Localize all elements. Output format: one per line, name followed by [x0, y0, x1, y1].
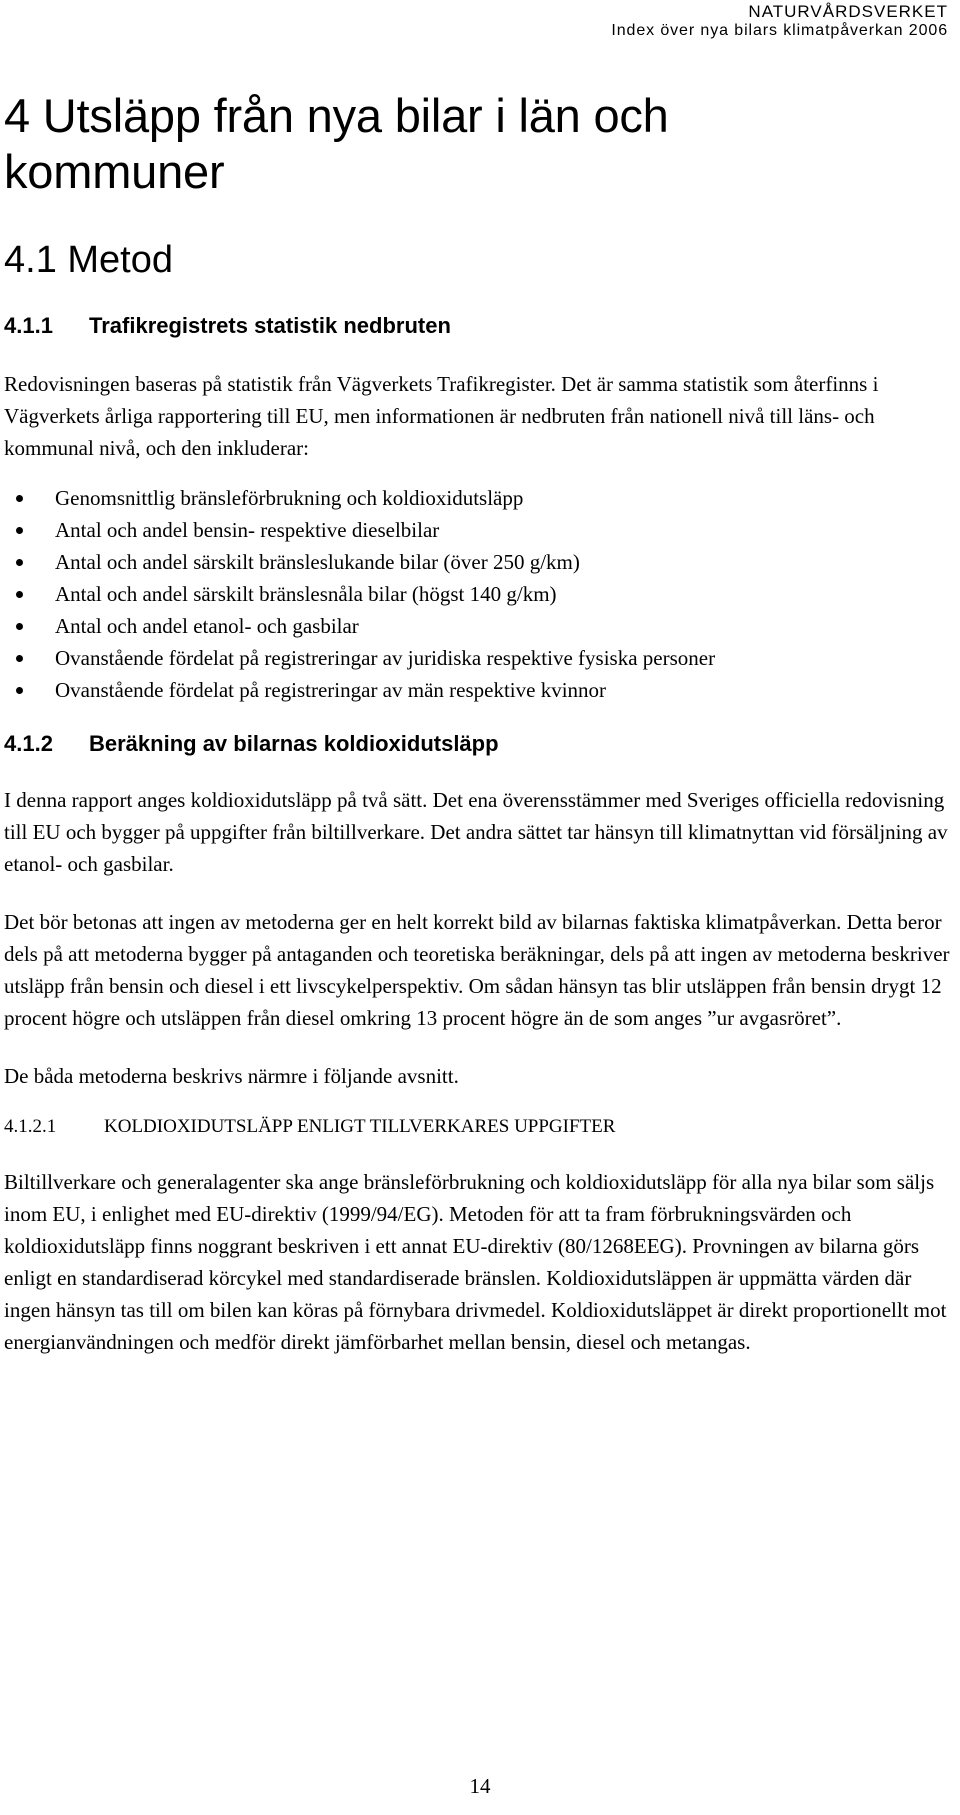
bullet-icon: [16, 527, 23, 534]
list-item-text: Genomsnittlig bränsleförbrukning och koldioxidutsläpp: [55, 486, 524, 510]
list-item-text: Antal och andel etanol- och gasbilar: [55, 614, 359, 638]
header-organization: NATURVÅRDSVERKET: [748, 2, 948, 21]
section-heading-4-1: 4.1 Metod: [4, 239, 173, 281]
section-title: Beräkning av bilarnas koldioxidutsläpp: [89, 731, 499, 756]
running-header: [611, 0, 948, 41]
list-item: [4, 514, 956, 546]
paragraph-intro: Redovisningen baseras på statistik från Vägverkets Trafikregister. Det är samma statistik som återfinns i Vägverkets årliga rapportering till EU, men informationen är nedbruten från nationell nivå till läns- och kommunal nivå, och den inkluderar:: [4, 372, 879, 460]
bullet-icon: [16, 559, 23, 566]
bullet-icon: [16, 655, 23, 662]
section-number: 4.1.2.1: [4, 1116, 57, 1137]
paragraph-manufacturer-data: Biltillverkare och generalagenter ska ange bränsleförbrukning och koldioxidutsläpp för alla nya bilar som säljs inom EU, i enlighet med EU-direktiv (1999/94/EG). Metoden för att ta fram förbrukningsvärden och koldioxidutsläpp finns noggrant beskriven i ett annat EU-direktiv (80/1268EEG). Provningen av bilarna görs enligt en standardiserad körcykel med standardiserade bränslen. Koldioxidutsläppen är uppmätta värden där ingen hänsyn tas till om bilen kan köras på förnybara drivmedel. Koldioxidutsläppet är direkt proportionellt mot energianvändningen och medför direkt jämförbarhet mellan bensin, diesel och metangas.: [4, 1170, 947, 1354]
paragraph-method-limitations: Det bör betonas att ingen av metoderna ger en helt korrekt bild av bilarnas faktiska klimatpåverkan. Detta beror dels på att metoderna bygger på antaganden och teoretiska beräkningar, dels på att ingen av metoderna beskriver utsläpp från bensin och diesel i ett livscykelperspektiv. Om sådan hänsyn tas blir utsläppen från bensin drygt 12 procent högre och utsläppen från diesel omkring 13 procent högre än de som anges ”ur avgasröret”.: [4, 910, 950, 1030]
bullet-icon: [16, 591, 23, 598]
chapter-title-line-1: 4 Utsläpp från nya bilar i län och: [4, 89, 669, 142]
chapter-title-line-2: kommuner: [4, 145, 225, 198]
section-title: KOLDIOXIDUTSLÄPP ENLIGT TILLVERKARES UPPGIFTER: [104, 1116, 616, 1137]
list-item: [4, 546, 956, 578]
list-item-text: Antal och andel särskilt bränslesnåla bilar (högst 140 g/km): [55, 582, 557, 606]
list-item: [4, 578, 956, 610]
bullet-list: [4, 482, 956, 706]
list-item-text: Ovanstående fördelat på registreringar av män respektive kvinnor: [55, 678, 607, 702]
bullet-icon: [16, 495, 23, 502]
section-number: 4.1.2: [4, 731, 53, 756]
section-title: Trafikregistrets statistik nedbruten: [89, 313, 451, 338]
bullet-icon: [16, 623, 23, 630]
paragraph-reporting-methods: I denna rapport anges koldioxidutsläpp på två sätt. Det ena överensstämmer med Sveriges officiella redovisning till EU och bygger på uppgifter från biltillverkare. Det andra sättet tar hänsyn till klimatnyttan vid försäljning av etanol- och gasbilar.: [4, 788, 948, 876]
section-heading-4-1-2: [4, 730, 956, 758]
list-item: [4, 674, 956, 706]
list-item-text: Antal och andel bensin- respektive dieselbilar: [55, 518, 440, 542]
section-number: 4.1.1: [4, 313, 53, 338]
list-item: [4, 482, 956, 514]
section-heading-4-1-2-1: [4, 1114, 956, 1140]
chapter-title: [4, 88, 956, 200]
paragraph-method-description: De båda metoderna beskrivs närmre i följande avsnitt.: [4, 1064, 459, 1088]
list-item-text: Antal och andel särskilt bränsleslukande bilar (över 250 g/km): [55, 550, 580, 574]
list-item: [4, 610, 956, 642]
section-heading-4-1-1: [4, 312, 956, 340]
list-item: [4, 642, 956, 674]
bullet-icon: [16, 687, 23, 694]
list-item-text: Ovanstående fördelat på registreringar av juridiska respektive fysiska personer: [55, 646, 716, 670]
page-content: [4, 88, 956, 1358]
page-number: 14: [469, 1774, 491, 1798]
header-report-title: Index över nya bilars klimatpåverkan 2006: [611, 22, 948, 39]
